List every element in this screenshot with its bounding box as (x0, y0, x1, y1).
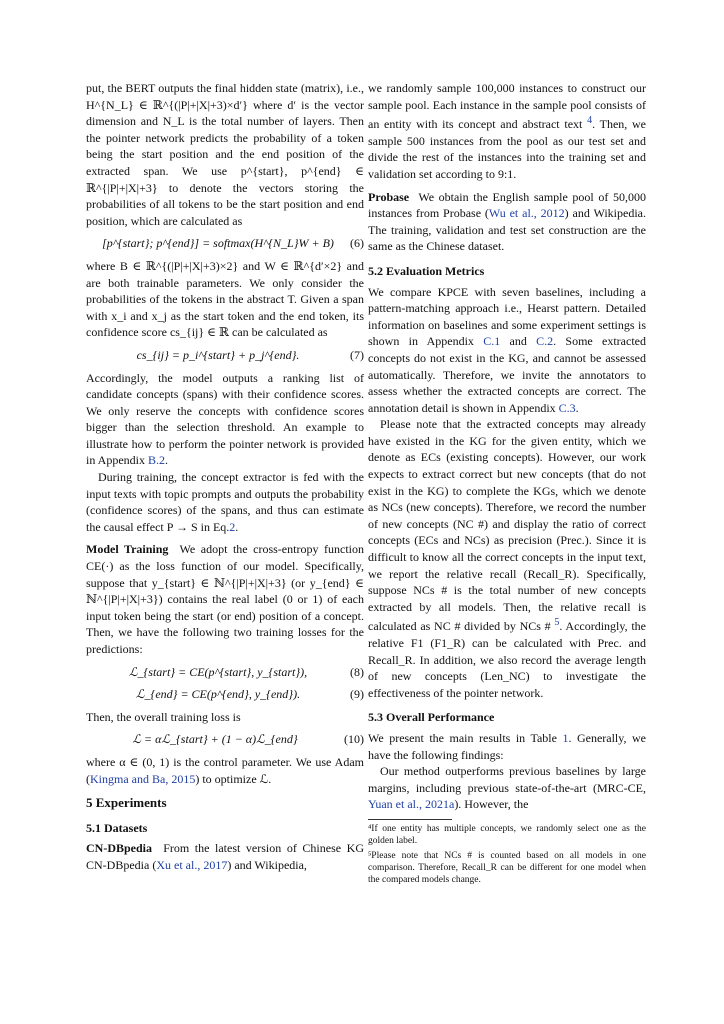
paragraph: We compare KPCE with seven baselines, including a pattern-matching approach i.e., Hearst pattern. Detailed information on baselines and some experiment settings is shown in Appendix C.1 and C.2. Some extracted concepts do not exist in the KG, and cannot be assessed automatically. Therefore, we invite the annotators to assess whether the extracted concepts are correct. The annotation detail is shown in Appendix C.3. (368, 284, 646, 415)
table-link[interactable]: 1 (562, 730, 569, 745)
paragraph-model-training: Model Training We adopt the cross-entropy function CE(·) as the loss function of our model. Specifically, suppose that y_{start} ∈ ℕ^{|P|+|X|+3} (or y_{end} ∈ ℕ^{|P|+|X|+3}) contains the real label (0 or 1) of each input token being the start (or end) position of a concept. Then, we have the following two training losses for the predictions: (86, 542, 364, 656)
equation-number: (6) (350, 236, 364, 251)
paragraph: where B ∈ ℝ^{(|P|+|X|+3)×2} and W ∈ ℝ^{d′×2} and are both trainable parameters. We only consider the probabilities of the tokens in the abstract T. Given a span with x_i and x_j as the start token and the end token, its confidence score cs_{ij} ∈ ℝ can be calculated as (86, 258, 364, 340)
footnote-marker[interactable]: 4 (587, 115, 593, 127)
footnote-4: ⁴If one entity has multiple concepts, we randomly select one as the golden label. (368, 823, 646, 846)
footnote-marker[interactable]: 5 (554, 617, 560, 629)
paragraph: Our method outperforms previous baselines by large margins, including previous state-of-the-art (MRC-CE, Yuan et al., 2021a). However, the (368, 764, 646, 812)
paragraph: put, the BERT outputs the final hidden state (matrix), i.e., H^{N_L} ∈ ℝ^{(|P|+|X|+3)×d′} where d′ is the vector dimension and N_L is the total number of layers. Then the pointer network predicts the probability of a token being the start position and the end position of the extracted span. We use p^{start}, p^{end} ∈ ℝ^{|P|+|X|+3} to denote the vectors storing the probabilities of all tokens to be the start position and end position, which are calculated as (86, 81, 364, 228)
equation-body: ℒ = αℒ_{start} + (1 − α)ℒ_{end} (132, 732, 298, 747)
equation-body: [p^{start}; p^{end}] = softmax(H^{N_L}W + B) (102, 236, 334, 251)
appendix-link[interactable]: B.2 (148, 453, 166, 468)
subsection-heading-overall-performance: 5.3 Overall Performance (368, 710, 495, 725)
citation-link[interactable]: Wu et al., 2012 (488, 206, 565, 221)
paragraph-heading: CN-DBpedia (86, 841, 153, 856)
equation-6 (86, 235, 364, 252)
equation-link[interactable]: 2 (229, 519, 236, 534)
paragraph-probase: Probase We obtain the English sample pool of 50,000 instances from Probase (Wu et al., 2012) and Wikipedia. The training, validation and test set construction are the same as the Chinese dataset. (368, 189, 646, 254)
equation-7 (86, 347, 364, 364)
equation-8 (86, 664, 364, 681)
equation-body: ℒ_{end} = CE(p^{end}, y_{end}). (135, 687, 301, 702)
appendix-link[interactable]: C.3 (558, 400, 576, 415)
footnote-5: ⁵Please note that NCs # is counted based on all models in one comparison. Therefore, Recall_R can be different for one model when the compared models change. (368, 850, 646, 885)
paragraph: We present the main results in Table 1. Generally, we have the following findings: (368, 730, 646, 762)
paragraph-heading: Probase (368, 189, 410, 204)
appendix-link[interactable]: C.2 (536, 334, 554, 349)
equation-number: (9) (350, 687, 364, 702)
section-heading-experiments: 5 Experiments (86, 795, 167, 811)
paragraph: Please note that the extracted concepts may already have existed in the KG for the given entity, which we denote as ECs (existing concepts). However, our work expects to extract correct but new concepts (that do not exist in the KG) to complete the KGs, which we denote as NCs (new concepts). Therefore, we record the number of new concepts (NC #) and display the ratio of correct concepts (ECs and NCs) as precision (Prec.). Since it is difficult to know all the correct concepts in the input text, we report the relative recall (Recall_R). Specifically, suppose NCs # is the total number of new concepts extracted by all models. Then, the relative recall is calculated as NC # divided by NCs # $^5$. Accordingly, the relative F1 (F1_R) can be calculated with Prec. and Recall_R. In addition, we also record the average length of new concepts (Len_NC) to investigate the effectiveness of the pointer network. (368, 417, 646, 700)
equation-number: (7) (350, 347, 364, 362)
paragraph: Then, the overall training loss is (86, 709, 241, 724)
right-column (368, 80, 646, 886)
paragraph: Accordingly, the model outputs a ranking list of candidate concepts (spans) with their confidence scores. We only reserve the concepts with confidence scores bigger than the selection threshold. An example to illustrate how to perform the pointer network is provided in Appendix B.2. (86, 370, 364, 468)
left-column (86, 80, 364, 874)
citation-link[interactable]: Kingma and Ba, 2015 (90, 771, 196, 786)
paragraph: we randomly sample 100,000 instances to construct our sample pool. Each instance in the sample pool consists of an entity with its concept and abstract text $^4$. Then, we sample 500 instances from the pool as our test set and divide the rest of the instances into the training set and validation set according to 9:1. (368, 81, 646, 181)
equation-10 (86, 731, 364, 748)
citation-link[interactable]: Xu et al., 2017 (156, 857, 228, 872)
equation-number: (10) (344, 732, 364, 747)
footnote-divider (368, 819, 452, 820)
paragraph-cn-dbpedia: CN-DBpedia From the latest version of Chinese KG CN-DBpedia (Xu et al., 2017) and Wikipedia, (86, 841, 364, 872)
equation-body: ℒ_{start} = CE(p^{start}, y_{start}), (128, 664, 308, 679)
subsection-heading-evaluation-metrics: 5.2 Evaluation Metrics (368, 263, 485, 278)
paragraph-heading: Model Training (86, 542, 169, 557)
appendix-link[interactable]: C.1 (483, 334, 501, 349)
subsection-heading-datasets: 5.1 Datasets (86, 820, 148, 835)
equation-body: cs_{ij} = p_i^{start} + p_j^{end}. (136, 347, 300, 362)
equation-number: (8) (350, 664, 364, 679)
citation-link[interactable]: Yuan et al., 2021a (368, 797, 455, 812)
paragraph: where α ∈ (0, 1) is the control parameter. We use Adam (Kingma and Ba, 2015) to optimize ℒ. (86, 754, 364, 786)
paragraph: During training, the concept extractor is fed with the input texts with topic prompts and outputs the probability (confidence scores) of the spans, and thus can estimate the causal effect P → S in Eq.2. (86, 470, 364, 534)
equation-9 (86, 686, 364, 703)
